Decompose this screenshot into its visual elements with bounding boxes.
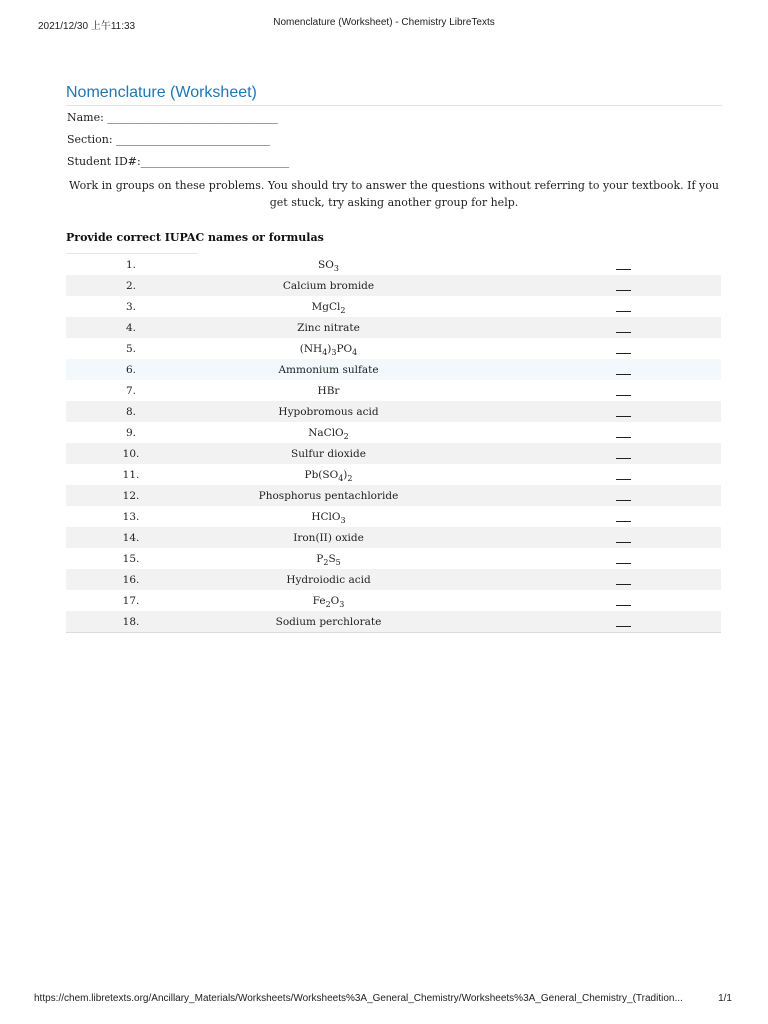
question-number: 5. — [125, 342, 137, 355]
question-number: 12. — [66, 485, 196, 506]
answer-line — [616, 596, 631, 606]
answer-blank — [461, 590, 721, 611]
question-number: 8. — [66, 401, 196, 422]
question-text: HBr — [317, 384, 340, 397]
table-row — [66, 611, 721, 633]
question-text: $SO_3$ — [318, 258, 339, 273]
answer-blank — [461, 569, 721, 590]
section-heading: Provide correct IUPAC names or formulas — [66, 231, 324, 244]
question-number: 13. — [122, 510, 140, 523]
question-number: 6. — [66, 359, 196, 380]
question-text: $(NH_4)_3PO_4$ — [299, 342, 358, 357]
table-row — [66, 527, 721, 548]
table-row — [66, 338, 721, 359]
table-row — [66, 380, 721, 401]
table-row — [66, 569, 721, 590]
question-item — [196, 254, 461, 275]
answer-line — [616, 407, 631, 417]
answer-blank — [461, 506, 721, 527]
question-text: Hypobromous acid — [278, 405, 379, 418]
question-text: Iron(II) oxide — [293, 531, 364, 544]
question-text: HClO$_3$ — [311, 510, 346, 525]
question-number: 16. — [66, 569, 196, 590]
question-item — [196, 443, 461, 464]
question-item — [196, 275, 461, 296]
intro-paragraph: Work in groups on these problems. You should try to answer the questions without referring to your textbook. If you get stuck, try asking another group for help. — [69, 179, 719, 209]
answer-line — [616, 491, 631, 501]
question-number: 11. — [122, 468, 140, 481]
question-text: NaClO$_2$ — [308, 426, 349, 441]
answer-blank — [461, 254, 721, 275]
answer-line — [616, 575, 631, 585]
answer-blank — [461, 611, 721, 633]
answer-line — [616, 533, 631, 543]
answer-blank — [461, 380, 721, 401]
question-text: Sulfur dioxide — [291, 447, 366, 460]
answer-line — [616, 281, 631, 291]
answer-blank — [461, 464, 721, 485]
question-item — [196, 296, 461, 317]
print-date: 2021/12/30 上午11:33 — [38, 21, 136, 32]
question-item — [196, 422, 461, 443]
question-text: Zinc nitrate — [297, 321, 360, 334]
question-item — [196, 611, 461, 633]
answer-blank — [461, 527, 721, 548]
answer-blank — [461, 359, 721, 380]
print-header — [0, 17, 768, 31]
question-item — [196, 359, 461, 380]
question-text: Phosphorus pentachloride — [258, 489, 399, 502]
question-number: 18. — [66, 611, 196, 633]
question-number: 15. — [122, 552, 140, 565]
question-item — [196, 590, 461, 611]
question-number: 17. — [122, 594, 140, 607]
question-text: Calcium bromide — [282, 279, 375, 292]
table-row — [66, 275, 721, 296]
answer-line — [616, 428, 631, 438]
question-number: 10. — [66, 443, 196, 464]
question-text: MgCl$_2$ — [311, 300, 346, 315]
question-text: Hydroiodic acid — [286, 573, 371, 586]
table-row — [66, 422, 721, 443]
question-item — [196, 317, 461, 338]
answer-blank — [461, 422, 721, 443]
answer-line — [616, 323, 631, 333]
table-row — [66, 464, 721, 485]
question-item — [196, 548, 461, 569]
answer-line — [616, 260, 631, 270]
question-text: Sodium perchlorate — [275, 615, 382, 628]
print-footer — [0, 993, 768, 1007]
question-number: 9. — [125, 426, 137, 439]
answer-blank — [461, 275, 721, 296]
answer-blank — [461, 317, 721, 338]
table-row — [66, 548, 721, 569]
question-number: 1. — [125, 258, 137, 271]
answer-line — [616, 302, 631, 312]
student-id-field: Student ID#:___________________________ — [67, 155, 290, 168]
question-item — [196, 380, 461, 401]
table-row — [66, 401, 721, 422]
answer-line — [616, 365, 631, 375]
table-row — [66, 296, 721, 317]
table-row — [66, 485, 721, 506]
answer-blank — [461, 443, 721, 464]
worksheet-title: Nomenclature (Worksheet) — [66, 84, 722, 106]
question-number: 7. — [125, 384, 137, 397]
page-number: 1/1 — [718, 993, 732, 1004]
answer-line — [616, 470, 631, 480]
print-page-title: Nomenclature (Worksheet) - Chemistry LibreTexts — [273, 17, 495, 28]
question-number: 4. — [66, 317, 196, 338]
table-row — [66, 590, 721, 611]
answer-line — [616, 449, 631, 459]
question-item — [196, 464, 461, 485]
questions-table — [66, 254, 721, 633]
question-text: Ammonium sulfate — [278, 363, 379, 376]
answer-blank — [461, 401, 721, 422]
table-row — [66, 506, 721, 527]
answer-line — [616, 344, 631, 354]
table-row — [66, 317, 721, 338]
question-text: $P_2S_5$ — [316, 552, 341, 567]
question-text: $Fe_2O_3$ — [312, 594, 345, 609]
question-item — [196, 506, 461, 527]
answer-line — [616, 617, 631, 627]
question-item — [196, 338, 461, 359]
answer-blank — [461, 548, 721, 569]
answer-line — [616, 512, 631, 522]
answer-line — [616, 554, 631, 564]
answer-blank — [461, 338, 721, 359]
section-field: Section: ____________________________ — [67, 133, 271, 146]
table-row — [66, 359, 721, 380]
print-url: https://chem.libretexts.org/Ancillary_Materials/Worksheets/Worksheets%3A_General_Chemistry/Worksheets%3A_General_Chemistry_(Tradition... — [34, 993, 683, 1004]
question-number: 14. — [66, 527, 196, 548]
question-number: 3. — [125, 300, 137, 313]
table-row — [66, 254, 721, 275]
question-item — [196, 569, 461, 590]
question-number: 2. — [66, 275, 196, 296]
question-item — [196, 401, 461, 422]
answer-line — [616, 386, 631, 396]
table-row — [66, 443, 721, 464]
question-text: $Pb(SO_4)_2$ — [304, 468, 353, 483]
answer-blank — [461, 485, 721, 506]
question-item — [196, 485, 461, 506]
name-field: Name: _______________________________ — [67, 111, 278, 124]
question-item — [196, 527, 461, 548]
answer-blank — [461, 296, 721, 317]
